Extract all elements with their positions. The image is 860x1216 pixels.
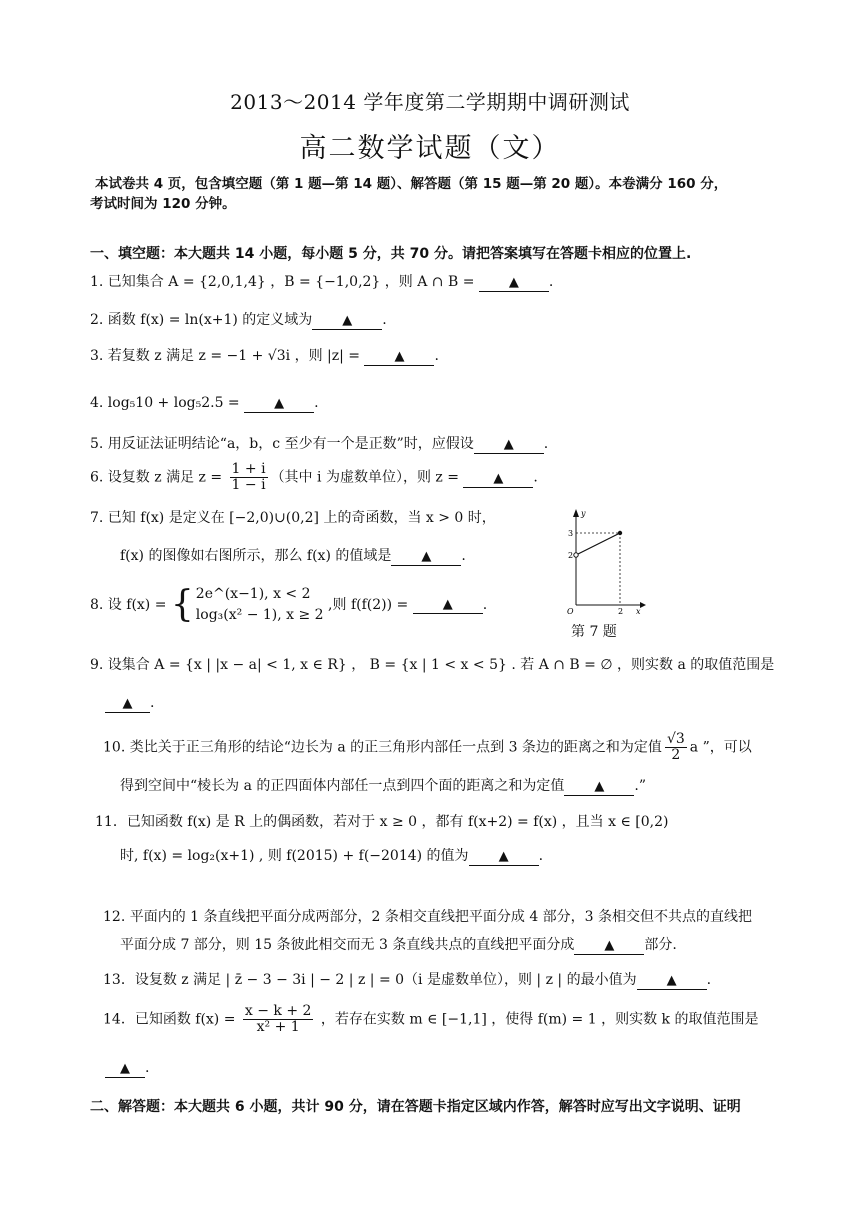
fraction: $\frac{√3}{2}$ xyxy=(666,731,685,763)
question-14-line-1: 14．已知函数 f(x) = $\frac{x - k + 2}{\text{x² + 1}}$ ，若存在实数 m ∈ [−1,1] ，使得 f(m) = 1 ，则实数 k 的取值范围是 xyxy=(103,1003,759,1035)
answer-blank: ▲ xyxy=(474,437,544,454)
x-axis-label: x xyxy=(636,607,641,616)
y-axis-label: y xyxy=(581,509,586,518)
question-5-text: 5. 用反证法证明结论“a，b，c 至少有一个是正数”时，应假设 xyxy=(90,436,474,452)
question-4-text: 4. log₅10 + log₅2.5 = xyxy=(90,395,245,411)
answer-blank: ▲ xyxy=(469,849,539,866)
tick-label-y-2: 2 xyxy=(568,551,574,560)
question-2: 2. 函数 f(x) = ln(x+1) 的定义域为 ▲ . xyxy=(90,312,387,328)
question-4: 4. log₅10 + log₅2.5 = ▲ . xyxy=(90,395,319,411)
question-7-graph xyxy=(548,505,648,617)
function-segment xyxy=(576,533,620,555)
answer-blank: ▲ xyxy=(244,396,314,413)
exam-header-title: 2013～2014 学年度第二学期期中调研测试 xyxy=(230,90,630,114)
open-endpoint xyxy=(574,553,578,557)
question-10-line-1: 10. 类比关于正三角形的结论“边长为 a 的正三角形内部任一点到 3 条边的距离之和为定值 $\frac{√3}{2}$ a ”，可以 xyxy=(103,731,752,763)
answer-blank: ▲ xyxy=(105,696,150,713)
figure-7-caption: 第 7 题 xyxy=(571,624,617,640)
question-1: 1. 已知集合 A = {2,0,1,4} ，B = {−1,0,2} ，则 A ∩ B = ▲ . xyxy=(90,274,554,290)
question-10-line-2: 得到空间中“棱长为 a 的正四面体内部任一点到四个面的距离之和为定值 ▲ .” xyxy=(120,778,647,794)
question-12-line-2: 平面分成 7 部分，则 15 条彼此相交而无 3 条直线共点的直线把平面分成 ▲ 部分. xyxy=(120,937,677,953)
piecewise-brace: { xyxy=(170,584,194,625)
answer-blank: ▲ xyxy=(364,349,434,366)
question-6: 6. 设复数 z 满足 z = $\frac{1 + i}{1 - i}$ （其中 i 为虚数单位），则 z = ▲ . xyxy=(90,461,538,493)
question-8: 8. 设 f(x) = { 2e^(x−1), x < 2 log₃(x² − 1), x ≥ 2 ,则 f(f(2)) = ▲ . xyxy=(90,584,488,625)
section-1-heading: 一、填空题：本大题共 14 小题，每小题 5 分，共 70 分。请把答案填写在答题卡相应的位置上. xyxy=(90,246,692,262)
answer-blank: ▲ xyxy=(463,471,533,488)
y-axis-arrow xyxy=(573,509,579,517)
question-9-line-1: 9. 设集合 A = {x | |x − a| < 1, x ∈ R} ， B = {x | 1 < x < 5} . 若 A ∩ B = ∅ ，则实数 a 的取值范围是 xyxy=(90,657,775,673)
tick-label-y-3: 3 xyxy=(568,529,574,538)
question-3: 3. 若复数 z 满足 z = −1 + √3i ，则 |z| = ▲ . xyxy=(90,348,439,364)
tick-label-x-2: 2 xyxy=(618,607,624,616)
question-2-text: 2. 函数 f(x) = ln(x+1) 的定义域为 xyxy=(90,312,313,328)
fraction: $\frac{1 + i}{1 - i}$ xyxy=(231,461,266,493)
question-7-line-1: 7. 已知 f(x) 是定义在 [−2,0)∪(0,2] 上的奇函数，当 x > 0 时， xyxy=(90,510,496,526)
piecewise-cases: 2e^(x−1), x < 2 log₃(x² − 1), x ≥ 2 xyxy=(195,586,324,623)
question-7-line-2: f(x) 的图像如右图所示，那么 f(x) 的值域是 ▲ . xyxy=(120,548,466,564)
answer-blank: ▲ xyxy=(105,1061,145,1078)
x-axis-arrow xyxy=(640,602,646,608)
answer-blank: ▲ xyxy=(312,313,382,330)
answer-blank: ▲ xyxy=(391,549,461,566)
origin-label: O xyxy=(567,607,574,616)
question-9-line-2: ▲ . xyxy=(105,693,154,713)
question-1-text: 1. 已知集合 A = {2,0,1,4} ，B = {−1,0,2} ，则 A ∩ B = xyxy=(90,274,479,290)
answer-blank: ▲ xyxy=(574,938,644,955)
question-12-line-1: 12. 平面内的 1 条直线把平面分成两部分，2 条相交直线把平面分成 4 部分，3 条相交但不共点的直线把 xyxy=(103,909,753,925)
section-2-heading: 二、解答题：本大题共 6 小题，共计 90 分，请在答题卡指定区域内作答，解答时应写出文字说明、证明 xyxy=(90,1099,741,1115)
exam-intro-line-2: 考试时间为 120 分钟。 xyxy=(90,196,236,212)
question-11-line-1: 11．已知函数 f(x) 是 R 上的偶函数，若对于 x ≥ 0 ，都有 f(x+2) = f(x) ，且当 x ∈ [0,2) xyxy=(95,814,669,830)
answer-blank: ▲ xyxy=(564,779,634,796)
question-3-text: 3. 若复数 z 满足 z = −1 + √3i ，则 |z| = xyxy=(90,348,365,364)
exam-intro-line-1: 本试卷共 4 页，包含填空题（第 1 题—第 14 题）、解答题（第 15 题—第 20 题）。本卷满分 160 分， xyxy=(95,176,728,192)
exam-subject-title: 高二数学试题（文） xyxy=(299,133,561,164)
fraction: $\frac{x - k + 2}{\text{x² + 1}}$ xyxy=(244,1003,312,1035)
question-13: 13．设复数 z 满足 | z̄ − 3 − 3i | − 2 | z | = 0（i 是虚数单位），则 | z | 的最小值为 ▲ . xyxy=(103,972,712,988)
answer-blank: ▲ xyxy=(413,597,483,614)
answer-blank: ▲ xyxy=(637,973,707,990)
question-14-line-2: ▲ . xyxy=(105,1058,149,1078)
question-5: 5. 用反证法证明结论“a，b，c 至少有一个是正数”时，应假设 ▲ . xyxy=(90,436,549,452)
question-11-line-2: 时, f(x) = log₂(x+1) , 则 f(2015) + f(−2014) 的值为 ▲ . xyxy=(120,848,544,864)
answer-blank: ▲ xyxy=(479,275,549,292)
